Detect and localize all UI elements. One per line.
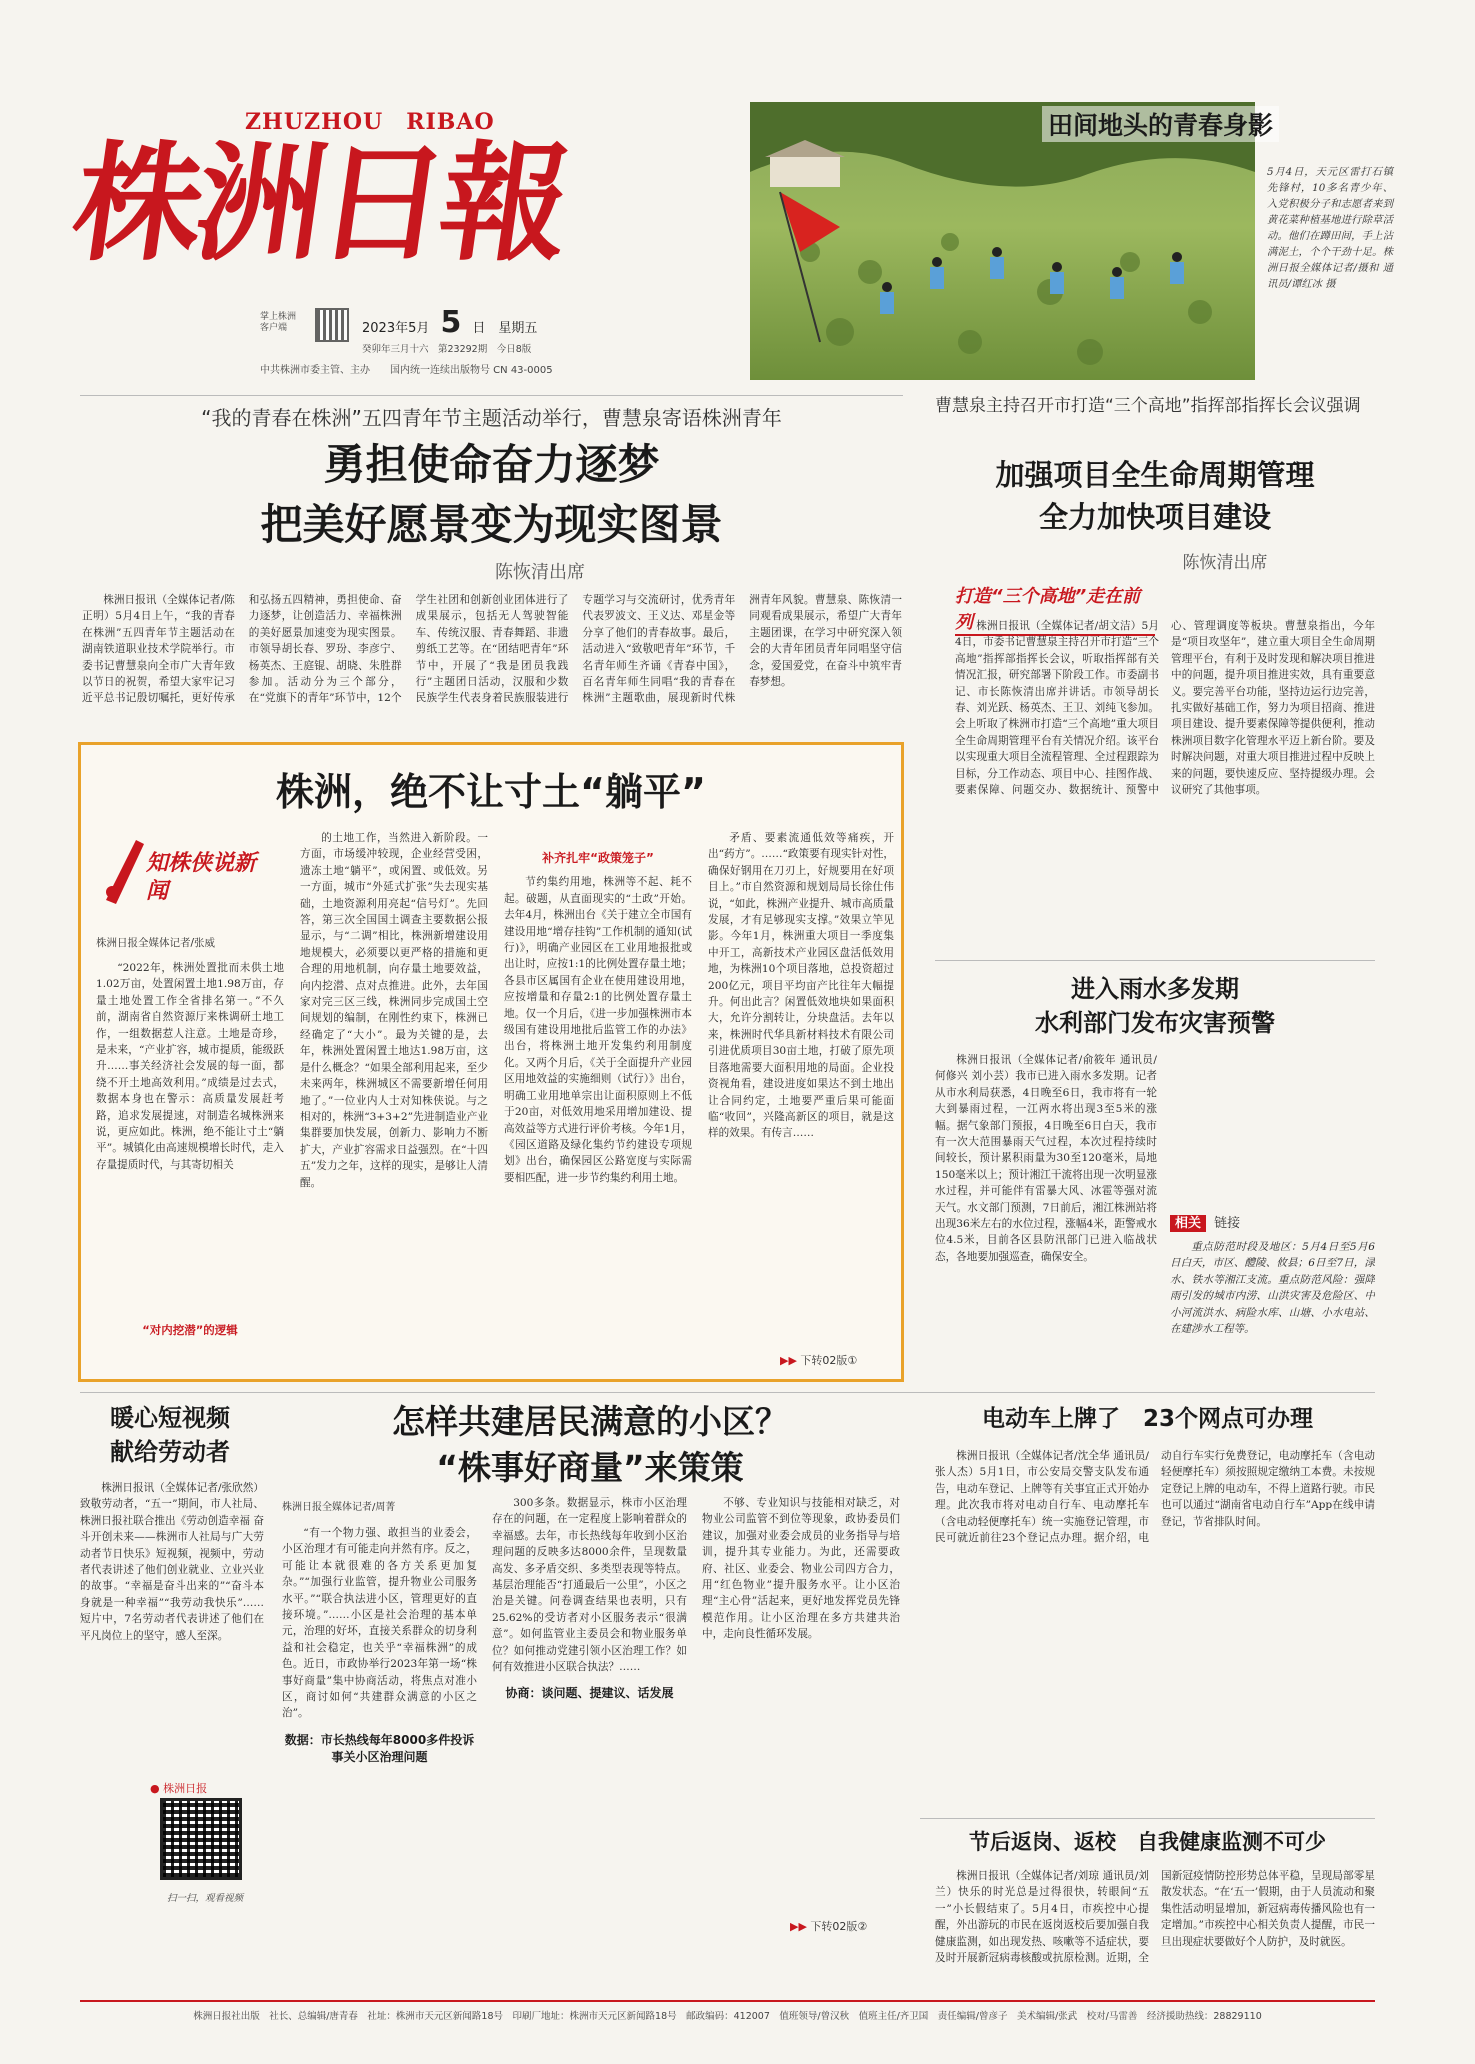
- school-top-rule: [920, 1818, 1375, 1819]
- lead-kicker: “我的青春在株洲”五四青年节主题活动举行，曹慧泉寄语株洲青年: [201, 406, 782, 430]
- feature-subhead-1: “对内挖潜”的逻辑: [142, 1323, 238, 1337]
- right-lead-title-line2: 全力加快项目建设: [1038, 500, 1271, 534]
- lead-attend: 陈恢清出席: [495, 562, 585, 583]
- ebike-title: 电动车上牌了 23个网点可办理: [981, 1406, 1313, 1432]
- feature-column-badge: [96, 830, 276, 920]
- community-subhead-2: 协商：谈问题、提建议、话发展: [505, 1686, 674, 1701]
- lead-top-rule: [80, 395, 903, 396]
- photo-story: [750, 102, 1395, 380]
- lower-top-rule: [80, 1392, 1375, 1393]
- photo-story-caption: 5月4日，天元区雷打石镇先锋村，10多名青少年、入党积极分子和志愿者来到黄花菜种植基地进行除草活动。他们在蹲田间，手上沾满泥土，个个干劲十足。株洲日报全媒体记者/摄和 通讯员/谭红冰 摄: [1267, 166, 1393, 290]
- lead-title-line1: 勇担使命奋力逐梦: [323, 440, 660, 489]
- feature-col-4-text: 矛盾、要素流通低效等痛疾，开出“药方”。……“政策要有现实针对性，确保好钢用在刀刃上，好规要用在好项目上。”市自然资源和规划局局长徐仕伟说，“如此，株洲产业提升、城市高质量发展，才有足够现实支撑。”效果立竿见影。今年1月，株洲重大项目一季度集中开工，高新技术产业园区盘活低效用地，为株洲10个项目落地，总投资超过200亿元，项目平均亩产比往年大幅提升。何出此言？闲置低效地块如果面积大，允许分割转让，分块盘活。去年以来，株洲时代华具新材料技术有限公司引进优质项目30亩土地，打破了原先项目落地需要大面积用地的局面。企业投资视角看，建设进度如果达不到土地出让合同约定，土地要严重后果可能面临“收回”，兴隆高新区的项目，就是这样的效果。有传言……: [708, 832, 894, 1140]
- masthead-app-label: 掌上株洲 客户端: [260, 312, 297, 333]
- right-lead-badge: 打造“三个高地”走在前列: [955, 582, 1155, 636]
- feature-col-3-text: 节约集约用地，株洲等不起、耗不起。破题，从直面现实的“土政”开始。去年4月，株洲出台《关于建立全市国有建设用地“增存挂钩”工作机制的通知(试行)》，明确产业园区在工业用地报批或出让时，应按1:1的比例处置存量土地；各县市区属国有企业在使用建设用地，应按增量和存量2:1的比例处置存量土地。仅一个月后，《进一步加强株洲市本级国有建设用地批后监管工作的办法》出台，将株洲土地开发集约利用制度化。又两个月后，《关于全面提升产业园区用地效益的实施细则（试行）》出台，明确工业用地单宗出让面积原则上不低于20亩，对低效用地采用增加建设、提高效益等方式进行评价考核。今年1月，《园区道路及绿化集约节约建设专项规划》出台，确保园区公路宽度与实际需要相匹配，进一步节约集约利用土地。: [504, 876, 692, 1184]
- community-continue-label: 下转02版②: [810, 1920, 868, 1933]
- feature-col-4: [708, 830, 894, 1345]
- lead-title-line2: 把美好愿景变为现实图景: [260, 500, 723, 549]
- community-byline: 株洲日报全媒体记者/周菁: [282, 1502, 396, 1513]
- flood-title-line2: 水利部门发布灾害预警: [1035, 1009, 1275, 1037]
- community-col-1-text: “有一个物力强、敢担当的业委会，小区治理才有可能走向并然有序。反之，可能让本就很难的各方关系更加复杂。”“加强行业监管，提升物业公司服务水平。”“联合执法进小区，管理更好的直接环境。”……小区是社会治理的基本单元，治理的好坏，直接关系群众的切身利益和社会稳定，也关乎“幸福株洲”的成色。近日，市政协举行2023年第一场“株事好商量”集中协商活动，将焦点对准小区，商讨如何“共建群众满意的小区之治”。: [282, 1527, 477, 1720]
- masthead-pinyin: ZHUZHOU RIBAO: [245, 109, 495, 135]
- feature-col-3: [504, 830, 692, 1360]
- community-col-1: [282, 1525, 477, 1925]
- feature-col-2-text: 的土地工作，当然进入新阶段。一方面，市场缓冲较现，企业经营受困，遗冻土地“躺平”，或闲置、或低效。另一方面，城市“外延式扩张”失去现实基础，土地资源利用亮起“信号灯”。先回答，第三次全国国土调查主要数据公报显示，与“二调”相比，株洲新增建设用地规模大，必须要以更严格的措施和更合理的用地机制，向存量土地要效益，向内挖潜、点对点推进。此外，去年国家对完三区三线，株洲同步完成国土空间规划的编制，在刚性约束下，株洲已经确定了“大小”。最为关键的是，去年，株洲处置闲置土地达1.98万亩，这是什么概念？“如果全部利用起来，至少未来两年，株洲城区不需要新增任何用地了。”一位业内人士对知株侠说。与之相对的，株洲“3+3+2”先进制造业产业集群要加快发展，创新力、影响力不断扩大，产业扩容需求日益强烈。在“十四五”发力之年，这样的现实，是够让人清醒。: [300, 832, 488, 1189]
- masthead-date-prefix: 2023年5月: [362, 321, 430, 336]
- community-col-2: [492, 1495, 687, 1925]
- video-title-line1: 暖心短视频: [110, 1404, 230, 1432]
- flood-top-rule: [935, 960, 1375, 961]
- ebike-body-text: 株洲日报讯（全媒体记者/沈全华 通讯员/张人杰）5月1日，市公安局交警支队发布通告，电动车登记、上牌等有关事宜正式开始办理。此次我市将对电动自行车、电动摩托车（含电动轻便摩托车）统一实施登记管理，市民可就近前往23个登记点办理。据介绍，电动自行车实行免费登记，电动摩托车（含电动轻便摩托车）须按照规定缴纳工本费。未按规定登记上牌的电动车，不得上道路行驶。市民也可以通过“湖南省电动自行车”App在线申请登记，节省排队时间。: [935, 1450, 1375, 1545]
- photo-story-title: 田间地头的青春身影: [1042, 106, 1279, 142]
- video-qr-label-text: 株洲日报: [163, 1782, 208, 1795]
- feature-col-1-text: “2022年，株洲处置批而未供土地1.02万亩，处置闲置土地1.98万亩，存量土地处置工作全省排名第一。”不久前，湖南省自然资源厅来株调研土地工作，一组数据惹人注意。土地是奇珍，是未来，“产业扩容，城市提质，能级跃升……事关经济社会发展的每一面，都绕不开土地高效利用。”成绩是过去式，数据本身也在警示：高质量发展赶考路，追求发展提速，对制造名城株洲来说，更应如此。株洲，绝不能让寸土“躺平”。城镇化由高速规模增长时代，走入存量提质时代，与其寄切相关: [96, 962, 284, 1171]
- masthead-date: [362, 305, 537, 340]
- masthead-app-qr-icon[interactable]: [315, 308, 349, 342]
- community-subhead-1: 数据：市长热线每年8000多件投诉事关小区治理问题: [284, 1732, 475, 1764]
- community-col-3: [702, 1495, 900, 1915]
- community-continue[interactable]: [790, 1918, 867, 1934]
- right-lead-kicker: 曹慧泉主持召开市打造“三个高地”指挥部指挥长会议强调: [935, 396, 1361, 416]
- flood-body-text: 株洲日报讯（全媒体记者/俞筱年 通讯员/何修兴 刘小芸）我市已进入雨水多发期。记者从市水利局获悉，4日晚至6日，我市将有一轮大到暴雨过程，一江两水将出现3至5米的涨幅。据气象部门预报，4日晚至6日白天，我市有一次大范围暴雨天气过程，本次过程持续时间较长，预计累积雨量为30至120毫米，局地150毫米以上；预计湘江干流将出现一次明显涨水过程，并可能伴有雷暴大风、冰雹等强对流天气。水文部门预测，7日前后，湘江株洲站将出现36米左右的水位过程，涨幅4米，距警戒水位4.5米，目前各区县防汛部门已进入临战状态，各地要加强巡查，确保安全。: [935, 1054, 1157, 1263]
- feature-title: 株洲，绝不让寸土“躺平”: [276, 770, 706, 814]
- footer-rule: [80, 2000, 1375, 2002]
- masthead: [64, 95, 740, 405]
- flood-related-label: 相关: [1170, 1215, 1206, 1232]
- community-col-3-text: 不够、专业知识与技能相对缺乏，对物业公司监管不到位等现象，政协委员们建议，加强对业委会成员的业务指导与培训，提升其专业能力。为此，还需要政府、社区、业委会、物业公司四方合力，用“红色物业”提升服务水平。让小区治理“主心骨”活起来，更好地发挥党员先锋模范作用。让小区治理在多方共建共治中，走向良性循环发展。: [702, 1497, 900, 1641]
- video-qr-caption: 扫一扫，观看视频: [166, 1893, 243, 1904]
- masthead-logo: 株洲日報: [64, 129, 574, 279]
- school-body: [935, 1868, 1375, 1988]
- school-body-text: 株洲日报讯（全媒体记者/刘琼 通讯员/刘兰）快乐的时光总是过得很快，转眼间“五一”小长假结束了。5月4日，市疾控中心提醒，外出游玩的市民在返岗返校后要加强自我健康监测，如出现发热、咳嗽等不适症状，要及时开展新冠病毒核酸或抗原检测。近期，全国新冠疫情防控形势总体平稳，呈现局部零星散发状态。“在‘五一’假期，由于人员流动和聚集性活动明显增加，新冠病毒传播风险也有一定增加。”市疾控中心相关负责人提醒，市民一旦出现症状要做好个人防护，及时就医。: [935, 1870, 1375, 1965]
- video-title-line2: 献给劳动者: [110, 1438, 230, 1466]
- feature-col-1: [96, 960, 284, 1320]
- right-lead-body-text: 株洲日报讯（全媒体记者/胡文洁）5月4日，市委书记曹慧泉主持召开市打造“三个高地”指挥部指挥长会议，听取指挥部有关情况汇报，研究部署下阶段工作。市委副书记、市长陈恢清出席并讲话。市领导胡长春、刘光跃、杨英杰、王卫、刘纯飞参加。会上听取了株洲市打造“三个高地”重大项目全生命周期管理平台有关情况介绍。该平台以实现重大项目全流程管理、全过程跟踪为目标，分工作动态、项目中心、挂图作战、要素保障、问题交办、数据统计、预警中心、管理调度等板块。曹慧泉指出，今年是“项目攻坚年”，建立重大项目全生命周期管理平台，有利于及时发现和解决项目推进中的问题，提升项目推进实效，具有重要意义。要完善平台功能，坚持边运行边完善，扎实做好基础工作，努力为项目招商、推进项目建设、提升要素保障等提供便利，推动株洲项目数字化管理水平迈上新台阶。要及时解决问题，对重大项目推进过程中反映上来的问题，要快速反应、坚持提级办理。会议研究了其他事项。: [955, 620, 1375, 797]
- feature-subhead-2: 补齐扎牢“政策笼子”: [542, 851, 654, 865]
- right-lead-attend: 陈恢清出席: [1182, 553, 1268, 573]
- video-qr-code[interactable]: [160, 1798, 242, 1880]
- footer-info: 株洲日报社出版 社长、总编辑/唐青春 社址：株洲市天元区新闻路18号 印刷厂地址：株洲市天元区新闻路18号 邮政编码：412007 值班领导/曾汉秋 值班主任/齐卫国 责任编辑/曾彦子 美术编辑/张武 校对/马雷善 经济援助热线：28829110: [193, 2011, 1262, 2022]
- feature-col-2: [300, 830, 488, 1360]
- video-qr-label: [150, 1780, 207, 1796]
- lead-body-text: 株洲日报讯（全媒体记者/陈正明）5月4日上午，“我的青春在株洲”五四青年节主题活动在湖南铁道职业技术学院举行。市委书记曹慧泉向全市广大青年致以节日的祝贺，希望大家牢记习近平总书记殷切嘱托，更好传承和弘扬五四精神，勇担使命、奋力逐梦，让创造活力、幸福株洲的美好愿景加速变为现实图景。市领导胡长春、罗玢、李彦宁、杨英杰、王庭锟、胡晓、朱胜群参加。活动分为三个部分，在“党旗下的青年”环节中，12个学生社团和创新创业团体进行了成果展示，包括无人驾驶智能车、传统汉服、青春舞蹈、非遗剪纸工艺等。在“团结吧青年”环节中，开展了“我是团员我践行”主题团日活动，汉服和少数民族学生代表身着民族服装进行专题学习与交流研讨，优秀青年代表罗波文、王义达、邓星金等分享了他们的青春故事。最后，活动进入“致敬吧青年”环节，千名青年师生齐诵《青春中国》，百名青年师生同唱“我的青春在株洲”主题歌曲，展现新时代株洲青年风貌。曹慧泉、陈恢清一同观看成果展示，希望广大青年主题团课，在学习中研究深入领会的大青年团员青年同唱坚守信念，爱国爱党，在奋斗中筑牢青春梦想。: [82, 594, 902, 705]
- right-lead-title-line1: 加强项目全生命周期管理: [995, 458, 1315, 492]
- community-col-2-text: 300多条。数据显示，株市小区治理存在的问题，在一定程度上影响着群众的幸福感。去年，市长热线每年收到小区治理问题的反映多达8000余件，呈现数量高发、多矛盾交织、多类型表现等特点。基层治理能否“打通最后一公里”，小区之治是关键。问卷调查结果也表明，只有25.62%的受访者对小区服务表示“很满意”。如何监管业主委员会和物业服务单位？如何推动党建引领小区治理工作？如何有效推进小区联合执法？……: [492, 1497, 687, 1674]
- community-title-line1: 怎样共建居民满意的小区？: [392, 1402, 788, 1441]
- field-photo: [750, 102, 1255, 380]
- community-title-line2: “株事好商量”来策策: [436, 1448, 744, 1487]
- school-title: 节后返岗、返校 自我健康监测不可少: [969, 1830, 1326, 1854]
- masthead-publisher: 中共株洲市委主管、主办 国内统一连续出版物号 CN 43-0005: [260, 365, 553, 376]
- ebike-body: [935, 1448, 1375, 1808]
- feature-byline: 株洲日报全媒体记者/张威: [96, 937, 216, 949]
- feature-continue[interactable]: [780, 1352, 857, 1368]
- masthead-day: 5: [440, 305, 462, 340]
- flood-body: [935, 1052, 1157, 1382]
- masthead-lunar: 癸卯年三月十六 第23292期 今日8版: [362, 344, 532, 355]
- video-qr-logo-icon: ●: [150, 1782, 160, 1795]
- flood-related: [1170, 1052, 1375, 1382]
- flood-related-header: [1170, 1212, 1375, 1231]
- right-lead-body: [955, 618, 1375, 948]
- flood-title-line1: 进入雨水多发期: [1071, 975, 1239, 1003]
- masthead-day-suffix: 日 星期五: [472, 321, 538, 336]
- continue-arrow-icon: ▶▶: [790, 1920, 807, 1933]
- feature-continue-label: 下转02版①: [800, 1354, 858, 1367]
- video-body-text: 株洲日报讯（全媒体记者/张欣然）致敬劳动者，“五一”期间，市人社局、株洲日报社联合推出《劳动创造幸福 奋斗开创未来——株洲市人社局与广大劳动者节日快乐》短视频，视频中，劳动者代表讲述了他们创业就业、立业兴业的故事。“幸福是奋斗出来的”“奋斗本身就是一种幸福”“我劳动我快乐”……短片中，7名劳动者代表讲述了他们在平凡岗位上的坚守，感人至深。: [80, 1482, 264, 1642]
- flood-related-text: 重点防范时段及地区：5月4日至5月6日白天，市区、醴陵、攸县；6日至7日，渌水、铁水等湘江支流。重点防范风险：强降雨引发的城市内涝、山洪灾害及危险区、中小河流洪水、病险水库、山塘、小水电站、在建涉水工程等。: [1170, 1241, 1375, 1336]
- video-body: [80, 1480, 264, 1760]
- feature-column-badge-text: 知株侠说新闻: [146, 851, 257, 904]
- flood-related-body: [1170, 1239, 1375, 1389]
- flood-related-link[interactable]: 链接: [1214, 1216, 1241, 1231]
- lead-body: [82, 592, 902, 732]
- continue-arrow-icon: ▶▶: [780, 1354, 797, 1367]
